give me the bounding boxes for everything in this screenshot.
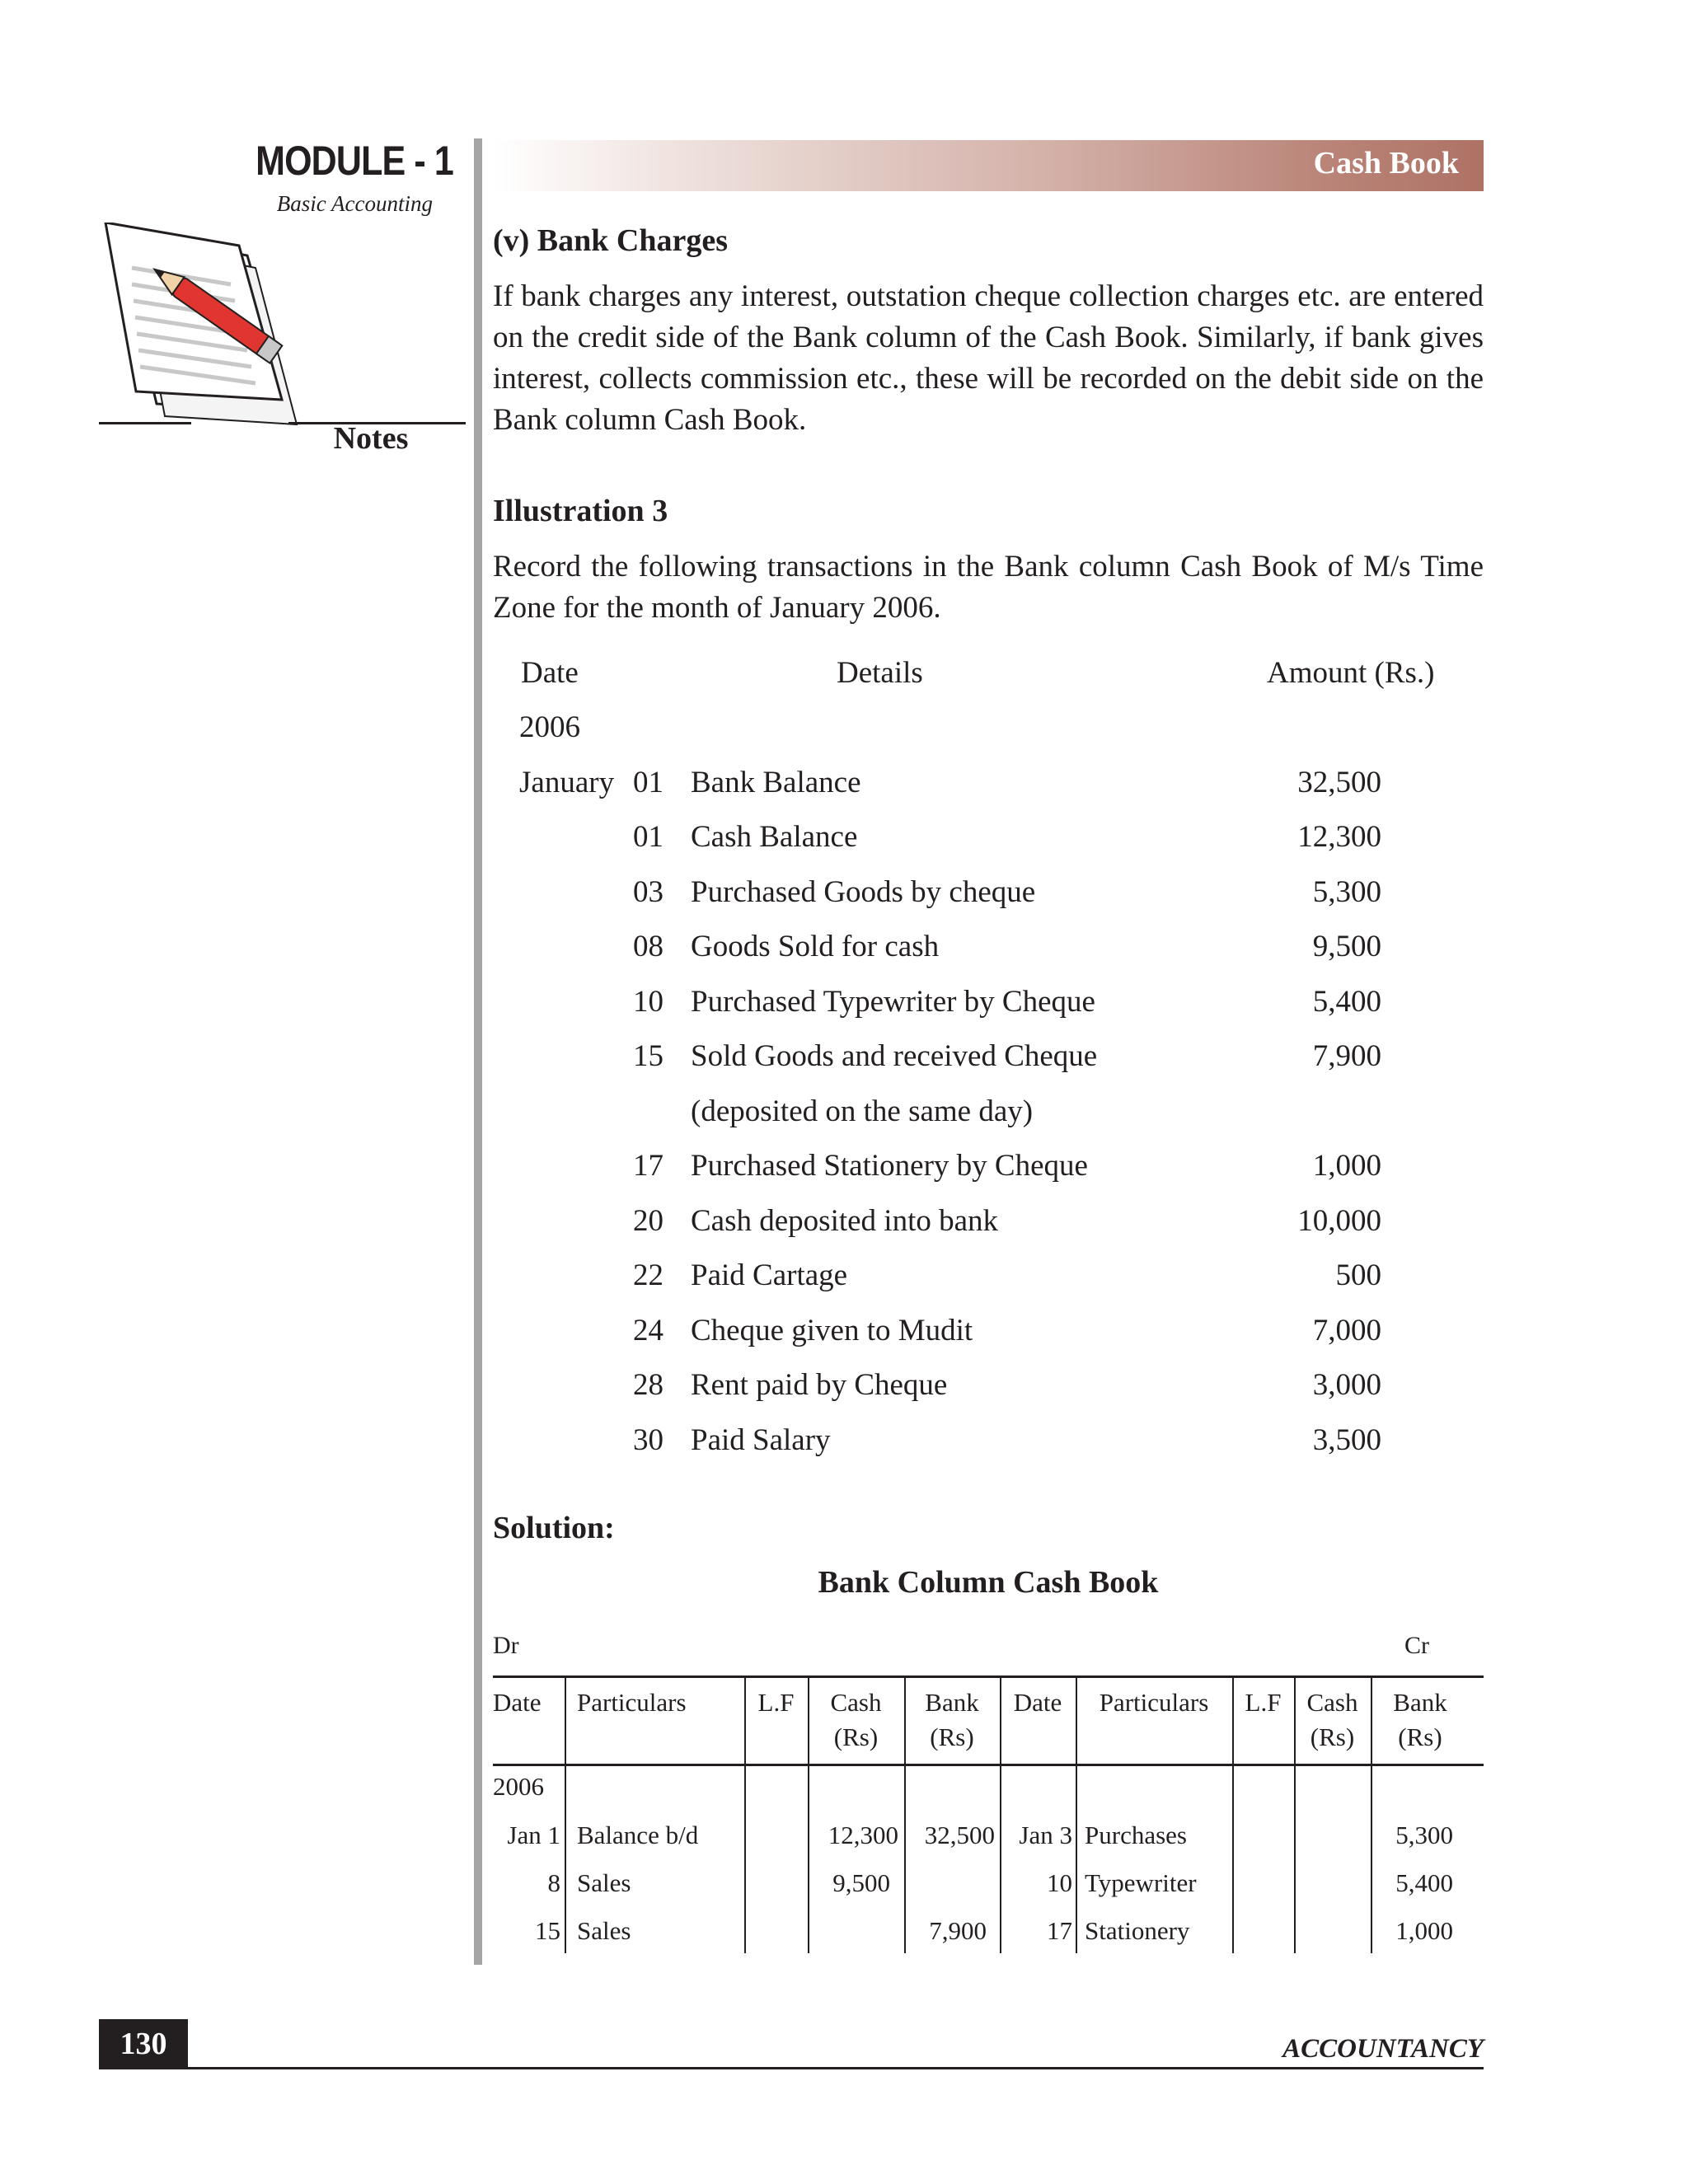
- transaction-details: Purchased Typewriter by Cheque: [691, 985, 1095, 1019]
- transaction-details: Sold Goods and received Cheque: [691, 1039, 1098, 1073]
- header-dr-bank-label: Bank: [925, 1688, 979, 1717]
- margin-divider-bar: [474, 138, 482, 1965]
- section-paragraph: If bank charges any interest, outstation cheque collection charges etc. are entered on the credit side of the Bank column of the Cash Book. Similarly, if bank gives interest, collects commission etc., these will be recorded on the debit side on the Bank column Cash Book.: [493, 279, 1484, 437]
- header-cr-bank: [1371, 1685, 1470, 1755]
- dr-cash: 12,300: [828, 1821, 898, 1849]
- transaction-details: Goods Sold for cash: [691, 930, 940, 963]
- solution-heading: Solution:: [493, 1511, 615, 1545]
- transaction-amount: 5,300: [1312, 875, 1381, 909]
- dr-bank: 32,500: [924, 1821, 995, 1849]
- page-number: 130: [99, 2019, 188, 2069]
- header-dr-cash: [808, 1685, 904, 1755]
- header-cr-bank-label: Bank: [1393, 1688, 1447, 1717]
- transaction-day: 24: [633, 1314, 663, 1347]
- credit-label: Cr: [1404, 1632, 1429, 1659]
- transaction-day: 15: [633, 1039, 663, 1073]
- illustration-month: January: [519, 766, 615, 799]
- footer-subject: ACCOUNTANCY: [1282, 2034, 1484, 2064]
- cr-bank: 5,400: [1395, 1868, 1453, 1897]
- transaction-details: Bank Balance: [691, 766, 861, 799]
- ledger-top-rule: [493, 1675, 1484, 1678]
- transaction-amount: 12,300: [1297, 820, 1381, 854]
- cr-bank: 1,000: [1395, 1916, 1453, 1945]
- notes-pencil-icon: [91, 223, 338, 453]
- dr-date: 15: [535, 1916, 560, 1945]
- dr-date: 8: [547, 1868, 560, 1897]
- transaction-details: Purchased Goods by cheque: [691, 875, 1036, 909]
- dr-particulars: Sales: [577, 1868, 631, 1897]
- illustration-col-amount: Amount (Rs.): [1267, 656, 1435, 690]
- transaction-details: Purchased Stationery by Cheque: [691, 1149, 1088, 1183]
- cr-particulars: Typewriter: [1085, 1868, 1197, 1897]
- header-cr-date: Date: [1013, 1688, 1062, 1717]
- transaction-details: Cash deposited into bank: [691, 1204, 999, 1238]
- transaction-day: 08: [633, 930, 663, 963]
- debit-label: Dr: [493, 1632, 519, 1659]
- transaction-details: Cash Balance: [691, 820, 858, 854]
- cr-date: 10: [1047, 1868, 1072, 1897]
- cr-date: Jan 3: [1019, 1821, 1072, 1849]
- transaction-day: 28: [633, 1368, 663, 1402]
- transaction-amount: 500: [1335, 1258, 1381, 1292]
- header-cr-cash-label: Cash: [1306, 1688, 1358, 1717]
- illustration-paragraph: Record the following transactions in the Bank column Cash Book of M/s Time Zone for the month of January 2006.: [493, 550, 1484, 625]
- cr-particulars: Stationery: [1085, 1916, 1190, 1945]
- dr-date: Jan 1: [507, 1821, 560, 1849]
- transaction-amount: 3,000: [1312, 1368, 1381, 1402]
- illustration-col-date: Date: [521, 656, 579, 690]
- dr-particulars: Balance b/d: [577, 1821, 699, 1849]
- cr-date: 17: [1047, 1916, 1072, 1945]
- transaction-day: 22: [633, 1258, 663, 1292]
- transaction-details: (deposited on the same day): [691, 1094, 1034, 1128]
- transaction-day: 20: [633, 1204, 663, 1238]
- transaction-amount: 7,900: [1312, 1039, 1381, 1073]
- ledger-year: 2006: [493, 1772, 544, 1801]
- header-cr-cash-unit: (Rs): [1310, 1722, 1355, 1751]
- module-subtitle: Basic Accounting: [276, 191, 433, 216]
- transaction-details: Paid Cartage: [691, 1258, 848, 1292]
- transaction-details: Cheque given to Mudit: [691, 1314, 973, 1347]
- illustration-heading: Illustration 3: [493, 494, 668, 528]
- transaction-day: 01: [633, 820, 663, 854]
- header-dr-cash-unit: (Rs): [833, 1722, 879, 1751]
- header-dr-lf: L.F: [757, 1688, 795, 1717]
- transaction-amount: 32,500: [1297, 766, 1381, 799]
- transaction-day: 30: [633, 1423, 663, 1457]
- cr-bank: 5,300: [1395, 1821, 1453, 1849]
- header-cr-particulars: Particulars: [1099, 1688, 1209, 1717]
- notes-divider-left: [99, 422, 191, 424]
- header-dr-cash-label: Cash: [830, 1688, 882, 1717]
- transaction-day: 10: [633, 985, 663, 1019]
- module-title: MODULE - 1: [256, 138, 453, 184]
- header-cr-bank-unit: (Rs): [1398, 1722, 1442, 1751]
- cr-particulars: Purchases: [1085, 1821, 1187, 1849]
- transaction-amount: 9,500: [1312, 930, 1381, 963]
- notes-label: Notes: [333, 421, 409, 456]
- transaction-amount: 1,000: [1312, 1149, 1381, 1183]
- col-divider: [565, 1676, 566, 1953]
- dr-bank: 7,900: [929, 1916, 987, 1945]
- dr-particulars: Sales: [577, 1916, 631, 1945]
- illustration-year: 2006: [519, 710, 580, 744]
- transaction-day: 03: [633, 875, 663, 909]
- header-dr-particulars: Particulars: [577, 1688, 687, 1717]
- dr-cash: 9,500: [832, 1868, 890, 1897]
- chapter-header-band: [493, 140, 1484, 191]
- transaction-day: 17: [633, 1149, 663, 1183]
- header-dr-bank: [904, 1685, 1000, 1755]
- header-dr-bank-unit: (Rs): [930, 1722, 974, 1751]
- header-cr-cash: [1294, 1685, 1371, 1755]
- illustration-col-details: Details: [837, 656, 923, 690]
- header-cr-lf: L.F: [1245, 1688, 1282, 1717]
- transaction-details: Rent paid by Cheque: [691, 1368, 948, 1402]
- transaction-amount: 3,500: [1312, 1423, 1381, 1457]
- ledger-title: Bank Column Cash Book: [818, 1565, 1159, 1600]
- chapter-title: Cash Book: [1313, 146, 1459, 180]
- transaction-amount: 5,400: [1312, 985, 1381, 1019]
- header-dr-date: Date: [493, 1688, 542, 1717]
- transaction-amount: 7,000: [1312, 1314, 1381, 1347]
- transaction-amount: 10,000: [1297, 1204, 1381, 1238]
- footer-rule: [99, 2067, 1484, 2069]
- section-heading: (v) Bank Charges: [493, 223, 729, 258]
- transaction-day: 01: [633, 766, 663, 799]
- ledger-header-rule: [493, 1764, 1484, 1766]
- transaction-details: Paid Salary: [691, 1423, 831, 1457]
